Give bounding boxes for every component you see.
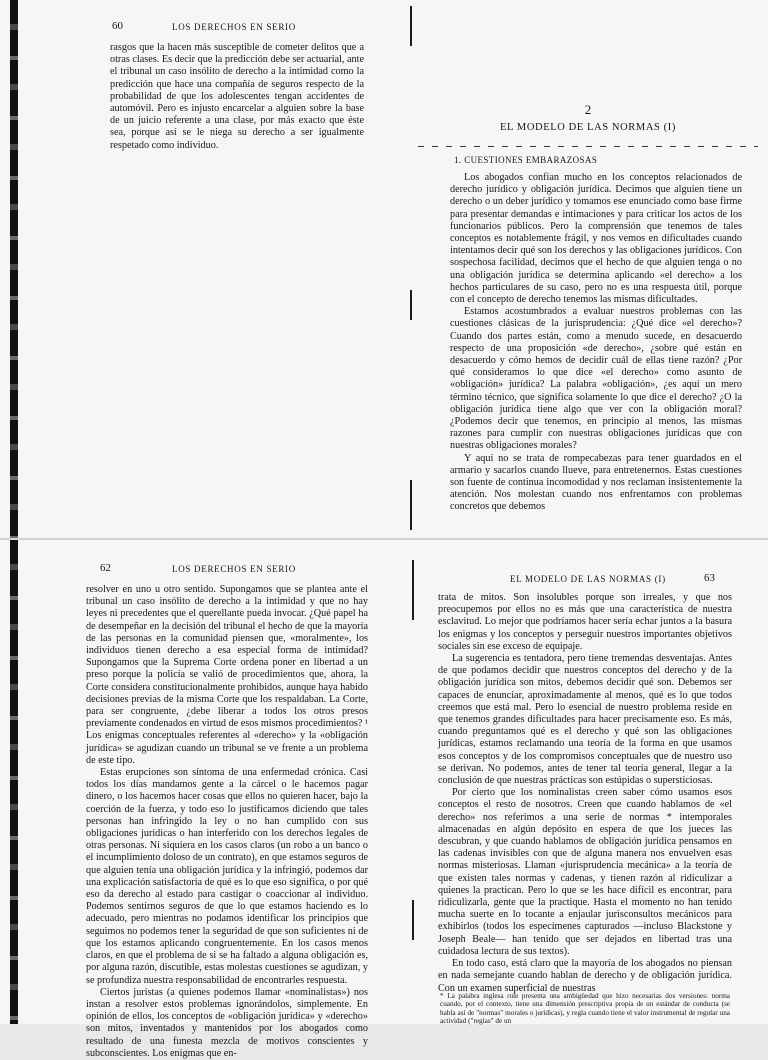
paragraph: Y aquí no se trata de rompecabezas para tener guardados en el armario y sacarlos cuando llueve, para entretenernos. Estas cuestiones son fuente de continua incomodidad y nos reclaman insistentemente la atención. Nos molestan cuando nos enfrentamos con problemas concretos que debemos <box>450 452 742 513</box>
paragraph: trata de mitos. Son insolubles porque son irreales, y que nos preocupemos por ellos no es más que una característica de nuestra esclavitud. Lo mejor que podríamos hacer sería echar juntos a la basura los enigmas y los conceptos y perseguir nuestros importantes objetivos sociales sin ese exceso de equipaje. <box>438 592 732 652</box>
binding-line <box>412 900 414 940</box>
page-text <box>110 42 364 152</box>
binding-line <box>410 480 412 530</box>
page-60 <box>0 0 384 540</box>
paragraph: Ciertos juristas (a quienes podemos llamar «nominalistas») nos instan a resolver estos problemas ignorándolos, simplemente. En opinión de ellos, los conceptos de «obligación jurídica» y «derecho» son mitos, inventados y mantenidos por los abogados como resultado de una funesta mezcla de motivos conscientes y subconscientes. Los enigmas que en- <box>86 986 368 1059</box>
paragraph: Estamos acostumbrados a evaluar nuestros problemas con las cuestiones clásicas de la jurisprudencia: ¿Qué dice «el derecho»? Cuando dos partes están, como a menudo sucede, en desacuerdo respecto de una proposición «de derecho», ¿sobre qué están en desacuerdo y cómo hemos de decidir cuál de ellas tiene razón? ¿Por qué consideramos lo que dice «el derecho» como asunto de «obligación» jurídica? La palabra «obligación», ¿es aquí un mero término técnico, que significa solamente lo que dice el derecho? ¿O la obligación jurídica tiene algo que ver con la obligación moral? ¿Podemos decir que tenemos, en principio al menos, las mismas razones para cumplir con nuestras obligaciones jurídicas que con nuestras obligaciones morales? <box>450 306 742 452</box>
running-header: LOS DERECHOS EN SERIO <box>172 22 296 32</box>
paragraph: Estas erupciones son síntoma de una enfermedad crónica. Casi todos los días mandamos gente a la cárcel o le hacemos pagar dinero, o los hacemos hacer cosas que ellos no quieren hacer, bajo la coerción de la fuerza, y todo eso lo justificamos diciendo que tales personas han infringido la ley o no han cumplido con sus obligaciones jurídicas o han interferido con los derechos legales de otras personas. Ni siquiera en los casos claros (un robo a un banco o el incumplimiento doloso de un contrato), en que estamos seguros de que alguien tenía una obligación jurídica y la infringió, podemos dar una explicación satisfactoria de qué es lo que eso significa, o por qué eso da derecho al estado para castigar o coaccionar al individuo. Podemos sentirnos seguros de que lo que estamos haciendo es lo adecuado, pero mientras no podamos identificar los principios que seguimos no podemos tener la seguridad de que son suficientes ni de que los estamos aplicando congruentemente. En los casos menos claros, en que el problema de si se ha faltado a alguna obligación es, por alguna razón, discutible, estas molestas cuestiones se agudizan, y se profundiza nuestra responsabilidad de encontrarles respuesta. <box>86 767 368 986</box>
page-63 <box>384 540 768 1024</box>
binding-line <box>410 290 412 320</box>
page-text <box>450 172 742 514</box>
page-62 <box>0 540 384 1059</box>
paragraph: resolver en uno u otro sentido. Supongamos que se plantea ante el tribunal un caso insólito de derecho a la intimidad y que no hay leyes ni precedentes que el querellante pueda invocar. ¿Qué papel ha de desempeñar en la decisión del tribunal el hecho de que la mayoría de las personas en la comunidad piensen que, «moralmente», los individuos tienen derecho a esa especial forma de intimidad? Supongamos que la Suprema Corte ordena poner en libertad a un preso porque la policía se valió de procedimientos que, ahora, la Corte considera constitucionalmente prohibidos, aunque haya habido decisiones previas de la misma Corte que los respaldaban. La Corte, para ser congruente, ¿debe liberar a todos los otros presos previamente condenados en virtud de esos mismos procedimientos? ¹ Los enigmas conceptuales referentes al «derecho» y la «obligación jurídica» se agudizan cuando un tribunal se ve frente a un problema de este tipo. <box>86 584 369 766</box>
paragraph: Los abogados confían mucho en los conceptos relacionados de derecho jurídico y obligación jurídica. Decimos que alguien tiene un derecho o un deber jurídico y tomamos ese enunciado como base firme para presentar demandas e intimaciones y para criticar los actos de los funcionarios públicos. Pero la comprensión que tenemos de tales conceptos es notablemente frágil, y nos vemos en dificultades cuando intentamos decir qué son los derechos y las obligaciones jurídicos. Con sospechosa facilidad, decimos que el hecho de que alguien tenga o no una obligación jurídica se determina aplicando «el derecho» a los hechos particulares de su caso, pero no es una respuesta útil, porque con el concepto de derecho tenemos las mismas dificultades. <box>450 172 742 306</box>
paragraph: Por cierto que los nominalistas creen saber cómo usamos esos conceptos el resto de nosotros. Creen que cuando hablamos de «el derecho» nos referimos a una serie de normas * intemporales almacenadas en algún depósito en espera de que los jueces las descubran, y que cuando hablamos de obligación jurídica pensamos en las cadenas invisibles con que de alguna manera nos envuelven esas normas misteriosas. Llaman «jurisprudencia mecánica» a la teoría de que existen tales normas y cadenas, y tienen razón al ridiculizar a quienes la practican. Pero lo que se les hace difícil es encontrar, para ridiculizarla, gente que la practique. Hasta el momento no han tenido mucha suerte en lo tocante a enjaular jurisconsultos mecánicos para exhibirlos (todos los especímenes capturados —incluso Blackstone y Joseph Beale— han tenido que ser dejados en libertad tras una cuidadosa lectura de sus textos). <box>438 787 732 957</box>
running-header: LOS DERECHOS EN SERIO <box>172 564 296 574</box>
footnote: * La palabra inglesa rule presenta una ambigüedad que hizo necesarias dos versiones: norma cuando, por el contexto, tiene una dimensión prescriptiva propia de un estándar de conducta (se habla así de "normas" morales o jurídicas), y regla cuando tiene el valor instrumental de regular una actividad ("reglas" de un <box>440 992 730 1026</box>
paragraph: rasgos que la hacen más susceptible de cometer delitos que a otras clases. Es decir que la predicción debe ser actuarial, ante el tribunal un caso insólito de derecho a la intimidad como la predicción que hace una compañía de seguros respecto de la probabilidad de que los adolescentes tengan accidentes de automóvil. Pero es injusto encarcelar a alguien sobre la base de un juicio referente a una clase, por más exacto que éste sea, porque así se le niega su derecho a ser igualmente respetado como individuo. <box>110 42 364 151</box>
running-header: EL MODELO DE LAS NORMAS (I) <box>510 574 666 584</box>
page-number: 60 <box>112 20 123 32</box>
page-61 <box>384 0 768 540</box>
section-heading: 1. CUESTIONES EMBARAZOSAS <box>454 155 598 165</box>
page-text <box>438 592 732 995</box>
binding-line <box>410 6 412 46</box>
page-text <box>86 584 368 1060</box>
paragraph: En todo caso, está claro que la mayoría de los abogados no piensan en nada semejante cuando hablan de derecho y de obligación jurídica. Con un examen superficial de nuestras <box>438 958 732 994</box>
chapter-number: 2 <box>584 102 592 117</box>
page-gutter-shadow <box>10 540 18 1024</box>
scan-artifact-line <box>418 146 758 147</box>
chapter-title: EL MODELO DE LAS NORMAS (I) <box>500 122 676 133</box>
page-gutter-shadow <box>10 0 18 540</box>
binding-line <box>412 560 414 620</box>
paragraph: La sugerencia es tentadora, pero tiene tremendas desventajas. Antes de que podamos decidir que nuestros conceptos del derecho y de la obligación jurídica son mitos, debemos decidir qué son. Debemos ser capaces de enunciar, aproximadamente al menos, qué es lo que todos creemos que está mal. Pero lo esencial de nuestro problema reside en que tenemos grandes dificultades para hacer precisamente eso. Es más, cuando preguntamos qué es el derecho y qué son las obligaciones jurídicas, estamos reclamando una teoría de la forma en que usamos esos conceptos y de los compromisos conceptuales que de nuestro uso se derivan. No podemos, antes de tener tal teoría general, llegar a la conclusión de que nuestras prácticas son estúpidas o supersticiosas. <box>438 653 732 787</box>
page-number: 62 <box>100 562 111 574</box>
page-number: 63 <box>704 572 715 584</box>
